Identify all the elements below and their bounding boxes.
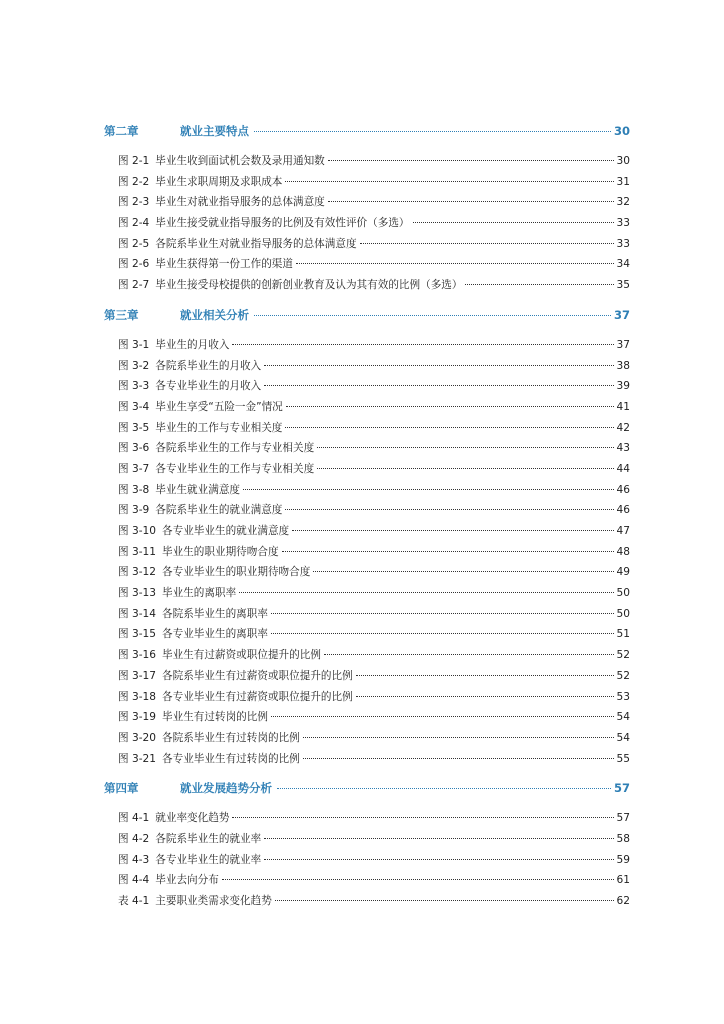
toc-entry[interactable] bbox=[104, 523, 630, 544]
entry-title: 毕业生就业满意度 bbox=[155, 483, 241, 496]
entry-label: 图 3-12 bbox=[118, 566, 157, 579]
entry-page-number: 37 bbox=[616, 338, 630, 351]
entry-page-number: 42 bbox=[616, 421, 630, 434]
dot-leader bbox=[413, 222, 614, 223]
dot-leader bbox=[254, 315, 611, 316]
entry-page-number: 43 bbox=[616, 442, 630, 455]
dot-leader bbox=[285, 427, 613, 428]
entry-title: 各院系毕业生的离职率 bbox=[162, 607, 268, 620]
toc-entry[interactable] bbox=[104, 215, 630, 236]
chapter-number: 第四章 bbox=[104, 781, 139, 796]
entry-label: 图 3-15 bbox=[118, 628, 157, 641]
dot-leader bbox=[356, 696, 614, 697]
entry-title: 毕业生的职业期待吻合度 bbox=[162, 545, 279, 558]
toc-entry[interactable] bbox=[104, 893, 630, 914]
entry-label: 图 3-16 bbox=[118, 649, 157, 662]
entry-title: 各院系毕业生对就业指导服务的总体满意度 bbox=[155, 237, 357, 250]
entry-label: 图 2-2 bbox=[118, 175, 150, 188]
toc-entry[interactable] bbox=[104, 751, 630, 772]
entry-page-number: 47 bbox=[616, 525, 630, 537]
toc-entry[interactable] bbox=[104, 872, 630, 893]
entry-title: 毕业生求职周期及求职成本 bbox=[155, 175, 283, 188]
entry-title: 毕业生的离职率 bbox=[162, 587, 237, 600]
toc-entry[interactable] bbox=[104, 544, 630, 565]
entry-title: 毕业生的月收入 bbox=[155, 338, 230, 351]
entry-title: 毕业生收到面试机会数及录用通知数 bbox=[155, 155, 325, 167]
entry-page-number: 35 bbox=[616, 279, 630, 292]
chapter-number: 第三章 bbox=[104, 307, 139, 322]
entry-title: 毕业生有过薪资或职位提升的比例 bbox=[162, 649, 321, 662]
entry-page-number: 33 bbox=[616, 237, 630, 250]
entry-page-number: 52 bbox=[616, 669, 630, 682]
dot-leader bbox=[232, 344, 613, 345]
entry-title: 各专业毕业生有过薪资或职位提升的比例 bbox=[162, 690, 353, 703]
entry-title: 各专业毕业生的就业满意度 bbox=[162, 525, 290, 537]
entry-page-number: 46 bbox=[616, 504, 630, 517]
toc-entry[interactable] bbox=[104, 810, 630, 831]
entry-title: 毕业生获得第一份工作的渠道 bbox=[155, 258, 293, 271]
entry-page-number: 46 bbox=[616, 483, 630, 496]
chapter-page-number: 37 bbox=[613, 307, 630, 322]
dot-leader bbox=[271, 716, 614, 717]
toc-entry[interactable] bbox=[104, 420, 630, 441]
dot-leader bbox=[282, 551, 614, 552]
dot-leader bbox=[254, 131, 611, 132]
dot-leader bbox=[360, 243, 614, 244]
entry-page-number: 32 bbox=[616, 196, 630, 209]
dot-leader bbox=[303, 758, 614, 759]
entry-title: 各院系毕业生有过薪资或职位提升的比例 bbox=[162, 669, 353, 682]
toc-entry[interactable] bbox=[104, 730, 630, 751]
entry-title: 毕业生接受母校提供的创新创业教育及认为其有效的比例（多选） bbox=[155, 279, 463, 292]
dot-leader bbox=[275, 900, 614, 901]
entry-page-number: 39 bbox=[616, 380, 630, 393]
toc-chapter-4[interactable] bbox=[104, 780, 630, 799]
entry-label: 图 3-9 bbox=[118, 504, 150, 517]
toc-entry[interactable] bbox=[104, 277, 630, 298]
toc-entry[interactable] bbox=[104, 378, 630, 399]
toc-entry[interactable] bbox=[104, 626, 630, 647]
entry-label: 图 3-6 bbox=[118, 442, 150, 455]
entry-label: 图 3-18 bbox=[118, 690, 157, 703]
toc-entry[interactable] bbox=[104, 668, 630, 689]
entry-page-number: 41 bbox=[616, 400, 630, 413]
entry-label: 图 3-14 bbox=[118, 607, 157, 620]
entry-label: 图 2-7 bbox=[118, 279, 150, 292]
chapter-title: 就业主要特点 bbox=[180, 124, 249, 138]
dot-leader bbox=[296, 263, 614, 264]
dot-leader bbox=[285, 181, 613, 182]
toc-entry[interactable] bbox=[104, 256, 630, 277]
entry-title: 毕业生对就业指导服务的总体满意度 bbox=[155, 196, 325, 209]
entry-title: 主要职业类需求变化趋势 bbox=[155, 895, 272, 907]
entry-label: 图 3-10 bbox=[118, 525, 157, 537]
entry-label: 图 3-17 bbox=[118, 669, 157, 682]
entry-label: 图 2-4 bbox=[118, 217, 150, 230]
dot-leader bbox=[232, 817, 613, 818]
entry-title: 毕业去向分布 bbox=[155, 874, 219, 887]
entry-title: 毕业生有过转岗的比例 bbox=[162, 711, 268, 724]
entry-label: 图 3-11 bbox=[118, 545, 157, 558]
entry-label: 图 2-5 bbox=[118, 237, 150, 250]
dot-leader bbox=[324, 654, 614, 655]
entry-label: 图 4-3 bbox=[118, 853, 150, 866]
toc-entry[interactable] bbox=[104, 689, 630, 710]
entry-title: 各专业毕业生的月收入 bbox=[155, 380, 262, 393]
dot-leader bbox=[285, 509, 613, 510]
entry-page-number: 48 bbox=[616, 545, 630, 558]
entry-label: 图 3-5 bbox=[118, 421, 150, 434]
entry-label: 图 3-20 bbox=[118, 731, 157, 744]
dot-leader bbox=[286, 406, 614, 407]
entry-page-number: 34 bbox=[616, 258, 630, 271]
entry-title: 就业率变化趋势 bbox=[155, 812, 230, 825]
toc-entry[interactable] bbox=[104, 647, 630, 668]
entry-page-number: 55 bbox=[616, 752, 630, 765]
toc-entry[interactable] bbox=[104, 852, 630, 873]
chapter-page-number: 57 bbox=[613, 781, 630, 796]
entry-page-number: 38 bbox=[616, 359, 630, 372]
chapter-title: 就业发展趋势分析 bbox=[180, 781, 272, 796]
entry-label: 图 4-4 bbox=[118, 874, 150, 887]
toc-entry[interactable] bbox=[104, 236, 630, 257]
entry-title: 各院系毕业生有过转岗的比例 bbox=[162, 731, 300, 744]
entry-page-number: 33 bbox=[616, 217, 630, 230]
entry-page-number: 57 bbox=[616, 812, 630, 825]
dot-leader bbox=[264, 385, 613, 386]
dot-leader bbox=[303, 737, 614, 738]
toc-chapter-2[interactable] bbox=[104, 123, 630, 142]
entry-page-number: 51 bbox=[616, 628, 630, 641]
entry-label: 图 3-4 bbox=[118, 400, 150, 413]
entry-label: 图 4-2 bbox=[118, 832, 150, 845]
entry-label: 图 3-8 bbox=[118, 483, 150, 496]
chapter-title: 就业相关分析 bbox=[180, 307, 249, 322]
toc-entry[interactable] bbox=[104, 606, 630, 627]
entry-title: 各专业毕业生的职业期待吻合度 bbox=[162, 566, 311, 579]
toc-entry[interactable] bbox=[104, 337, 630, 358]
entry-page-number: 50 bbox=[616, 607, 630, 620]
toc-entry[interactable] bbox=[104, 482, 630, 503]
entry-page-number: 53 bbox=[616, 690, 630, 703]
toc-entry[interactable] bbox=[104, 440, 630, 461]
entry-page-number: 62 bbox=[616, 895, 630, 907]
entry-page-number: 44 bbox=[616, 462, 630, 475]
entry-label: 图 3-21 bbox=[118, 752, 157, 765]
dot-leader bbox=[243, 489, 614, 490]
dot-leader bbox=[317, 468, 613, 469]
chapter-number: 第二章 bbox=[104, 124, 139, 138]
dot-leader bbox=[264, 859, 613, 860]
dot-leader bbox=[271, 633, 614, 634]
entry-label: 表 4-1 bbox=[118, 895, 150, 907]
dot-leader bbox=[313, 571, 613, 572]
toc-entry[interactable] bbox=[104, 399, 630, 420]
entry-title: 各院系毕业生的就业率 bbox=[155, 832, 262, 845]
dot-leader bbox=[328, 201, 614, 202]
entry-title: 各专业毕业生的工作与专业相关度 bbox=[155, 462, 315, 475]
entry-title: 各专业毕业生有过转岗的比例 bbox=[162, 752, 300, 765]
entry-title: 毕业生接受就业指导服务的比例及有效性评价（多选） bbox=[155, 217, 410, 230]
entry-label: 图 3-1 bbox=[118, 338, 150, 351]
toc-entry[interactable] bbox=[104, 585, 630, 606]
entry-label: 图 3-7 bbox=[118, 462, 150, 475]
toc-entry[interactable] bbox=[104, 153, 630, 174]
toc-entry[interactable] bbox=[104, 502, 630, 523]
entry-page-number: 54 bbox=[616, 731, 630, 744]
dot-leader bbox=[239, 592, 613, 593]
entry-label: 图 4-1 bbox=[118, 812, 150, 825]
entry-label: 图 3-2 bbox=[118, 359, 150, 372]
entry-title: 各院系毕业生的工作与专业相关度 bbox=[155, 442, 315, 455]
dot-leader bbox=[271, 613, 614, 614]
dot-leader bbox=[264, 838, 613, 839]
chapter-page-number: 30 bbox=[613, 124, 630, 138]
entry-page-number: 31 bbox=[616, 175, 630, 188]
dot-leader bbox=[222, 879, 614, 880]
dot-leader bbox=[277, 788, 611, 789]
table-of-contents bbox=[104, 123, 630, 914]
toc-chapter-3[interactable] bbox=[104, 307, 630, 326]
dot-leader bbox=[356, 675, 614, 676]
entry-page-number: 61 bbox=[616, 874, 630, 887]
entry-label: 图 2-6 bbox=[118, 258, 150, 271]
dot-leader bbox=[328, 160, 614, 161]
toc-entry[interactable] bbox=[104, 564, 630, 585]
entry-label: 图 2-1 bbox=[118, 155, 150, 167]
entry-page-number: 49 bbox=[616, 566, 630, 579]
entry-title: 各院系毕业生的月收入 bbox=[155, 359, 262, 372]
dot-leader bbox=[317, 447, 613, 448]
toc-entry[interactable] bbox=[104, 194, 630, 215]
entry-title: 毕业生的工作与专业相关度 bbox=[155, 421, 283, 434]
entry-label: 图 2-3 bbox=[118, 196, 150, 209]
entry-title: 各院系毕业生的就业满意度 bbox=[155, 504, 283, 517]
entry-title: 各专业毕业生的就业率 bbox=[155, 853, 262, 866]
toc-entry[interactable] bbox=[104, 174, 630, 195]
entry-page-number: 30 bbox=[616, 155, 630, 167]
entry-page-number: 58 bbox=[616, 832, 630, 845]
entry-page-number: 59 bbox=[616, 853, 630, 866]
entry-label: 图 3-13 bbox=[118, 587, 157, 600]
entry-page-number: 54 bbox=[616, 711, 630, 724]
dot-leader bbox=[264, 365, 613, 366]
entry-label: 图 3-3 bbox=[118, 380, 150, 393]
entry-label: 图 3-19 bbox=[118, 711, 157, 724]
toc-entry[interactable] bbox=[104, 831, 630, 852]
entry-title: 毕业生享受“五险一金”情况 bbox=[155, 400, 283, 413]
toc-entry[interactable] bbox=[104, 461, 630, 482]
dot-leader bbox=[292, 530, 613, 531]
entry-title: 各专业毕业生的离职率 bbox=[162, 628, 268, 641]
entry-page-number: 50 bbox=[616, 587, 630, 600]
dot-leader bbox=[465, 284, 613, 285]
entry-page-number: 52 bbox=[616, 649, 630, 662]
toc-entry[interactable] bbox=[104, 358, 630, 379]
toc-entry[interactable] bbox=[104, 709, 630, 730]
